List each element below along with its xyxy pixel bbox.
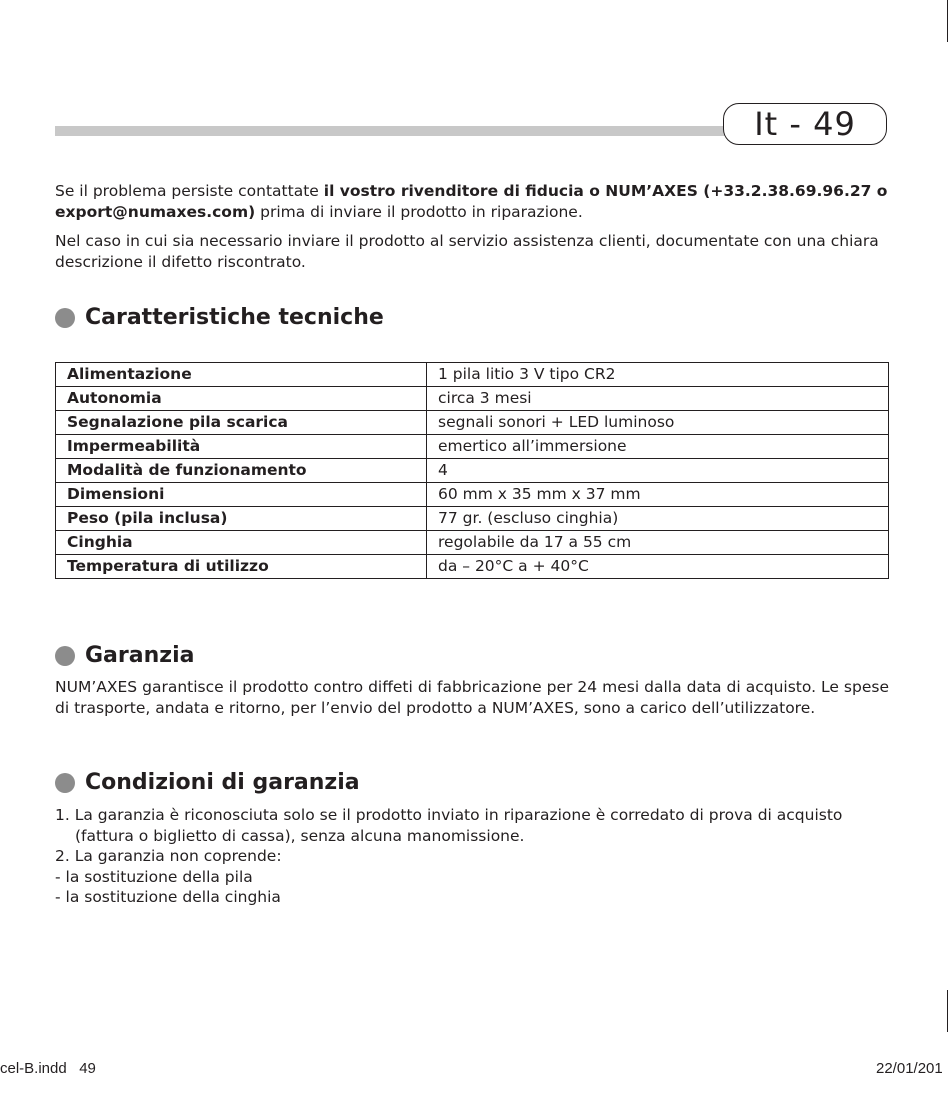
crop-mark-bottom [947,990,948,1032]
table-row [56,483,889,507]
intro-paragraph-2: Nel caso in cui sia necessario inviare il prodotto al servizio assistenza clienti, documentate con una chiara descrizione il difetto riscontrato. [55,232,879,271]
list-subitem: - la sostituzione della cinghia [55,888,281,906]
table-row [56,387,889,411]
spec-key: Peso (pila inclusa) [56,507,427,531]
spec-value: segnali sonori + LED luminoso [427,411,889,435]
spec-key: Impermeabilità [56,435,427,459]
spec-key: Alimentazione [56,363,427,387]
table-row [56,459,889,483]
specs-heading [55,304,889,332]
list-subitem: - la sostituzione della pila [55,867,253,886]
spec-key: Dimensioni [56,483,427,507]
list-item: 2. La garanzia non coprende: [55,847,282,865]
spec-key: Autonomia [56,387,427,411]
table-row [56,411,889,435]
spec-key: Modalità de funzionamento [56,459,427,483]
list-item: 1. La garanzia è riconosciuta solo se il prodotto inviato in riparazione è corredato di prova di acquisto [55,806,843,824]
spec-key: Segnalazione pila scarica [56,411,427,435]
specs-table-wrap [55,362,889,579]
warranty-title: Garanzia [85,643,195,668]
conditions-title: Condizioni di garanzia [85,770,360,795]
page-number-badge: It - 49 [723,103,887,145]
spec-value: 60 mm x 35 mm x 37 mm [427,483,889,507]
crop-mark-top [947,0,948,42]
spec-value: 4 [427,459,889,483]
spec-key: Cinghia [56,531,427,555]
conditions-heading [55,769,889,797]
table-row [56,555,889,579]
intro-section [55,181,889,273]
spec-key: Temperatura di utilizzo [56,555,427,579]
warranty-section [55,677,889,718]
spec-value: emertico all’immersione [427,435,889,459]
contact-info: il vostro rivenditore di fiducia o NUM’AXES (+33.2.38.69.96.27 o export@numaxes.com) [55,182,888,221]
table-row [56,363,889,387]
table-row [56,507,889,531]
spec-value: regolabile da 17 a 55 cm [427,531,889,555]
footer-file: cel-B.indd 49 [0,1060,96,1077]
intro-paragraph-1: Se il problema persiste contattate il vostro rivenditore di fiducia o NUM’AXES (+33.2.38.69.96.27 o export@numaxes.com) prima di inviare il prodotto in riparazione. [55,182,888,221]
bullet-icon [55,773,75,793]
spec-value: 77 gr. (escluso cinghia) [427,507,889,531]
warranty-text: NUM’AXES garantisce il prodotto contro diffeti di fabbricazione per 24 mesi dalla data di acquisto. Le spese di trasporte, andata e ritorno, per l’envio del prodotto a NUM’AXES, sono a carico dell’utilizzatore. [55,678,889,717]
spec-value: 1 pila litio 3 V tipo CR2 [427,363,889,387]
conditions-list [55,805,889,908]
list-item-continuation: (fattura o biglietto di cassa), senza alcuna manomissione. [75,826,525,845]
spec-value: circa 3 mesi [427,387,889,411]
header-bar [55,126,745,136]
specs-table [55,362,889,579]
table-row [56,435,889,459]
warranty-heading [55,642,889,670]
specs-title: Caratteristiche tecniche [85,305,384,330]
footer-date: 22/01/201 [876,1060,943,1077]
spec-value: da – 20°C a + 40°C [427,555,889,579]
bullet-icon [55,646,75,666]
table-row [56,531,889,555]
bullet-icon [55,308,75,328]
